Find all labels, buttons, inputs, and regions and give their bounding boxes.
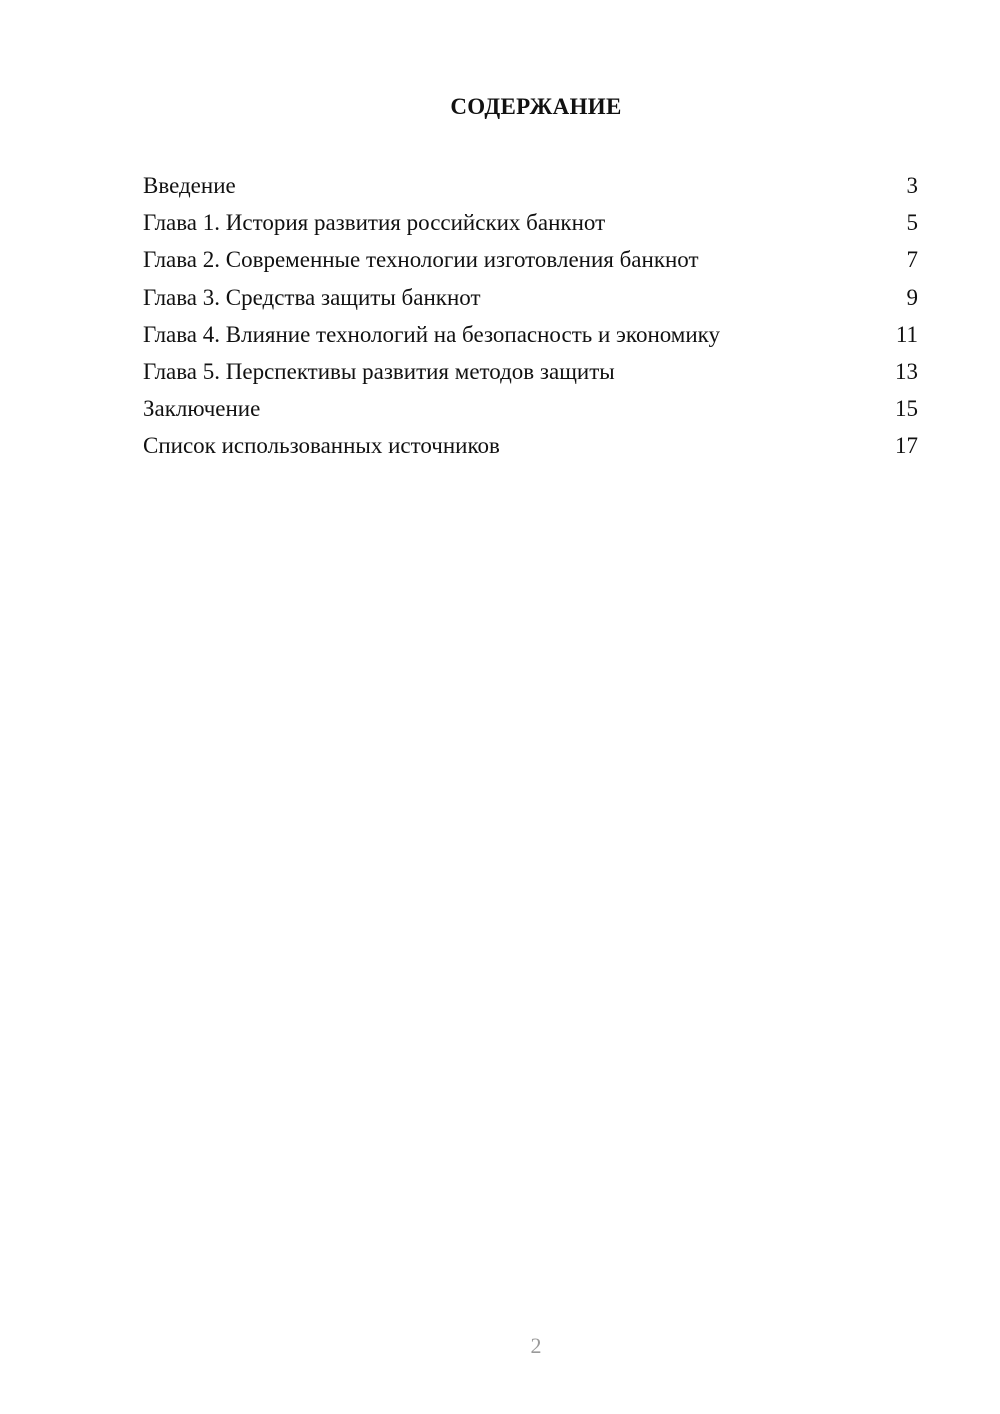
toc-entry[interactable] xyxy=(143,427,918,464)
toc-entry[interactable] xyxy=(143,279,918,316)
toc-entry-title: Глава 4. Влияние технологий на безопасность и экономику xyxy=(143,321,721,347)
toc-entry-title: Введение xyxy=(143,173,236,198)
toc-entry-title: Глава 5. Перспективы развития методов защиты xyxy=(143,358,615,384)
toc-entry-page: 13 xyxy=(895,358,918,384)
toc-entry-title: Глава 1. История развития российских банкнот xyxy=(143,210,606,236)
page-number: 2 xyxy=(530,1333,542,1358)
toc-entry-page: 3 xyxy=(906,173,918,198)
toc-entry[interactable] xyxy=(143,390,918,427)
toc-entry-page: 17 xyxy=(895,433,918,459)
toc-entry-title: Список использованных источников xyxy=(143,433,500,459)
toc-entry-page: 9 xyxy=(906,284,918,310)
toc-entry[interactable] xyxy=(143,204,918,241)
toc-entry-title: Глава 2. Современные технологии изготовления банкнот xyxy=(143,247,699,273)
toc-entry-title: Глава 3. Средства защиты банкнот xyxy=(143,284,481,310)
toc-entry[interactable] xyxy=(143,241,918,278)
toc-entry-page: 15 xyxy=(895,396,918,422)
table-of-contents xyxy=(143,167,918,465)
toc-entry-page: 7 xyxy=(906,247,918,273)
toc-entry-page: 11 xyxy=(895,321,918,347)
toc-entry-title: Заключение xyxy=(143,396,261,422)
toc-heading: СОДЕРЖАНИЕ xyxy=(450,94,622,119)
toc-entry[interactable] xyxy=(143,167,918,204)
toc-entry-page: 5 xyxy=(906,210,918,236)
toc-entry[interactable] xyxy=(143,353,918,390)
toc-entry[interactable] xyxy=(143,316,918,353)
